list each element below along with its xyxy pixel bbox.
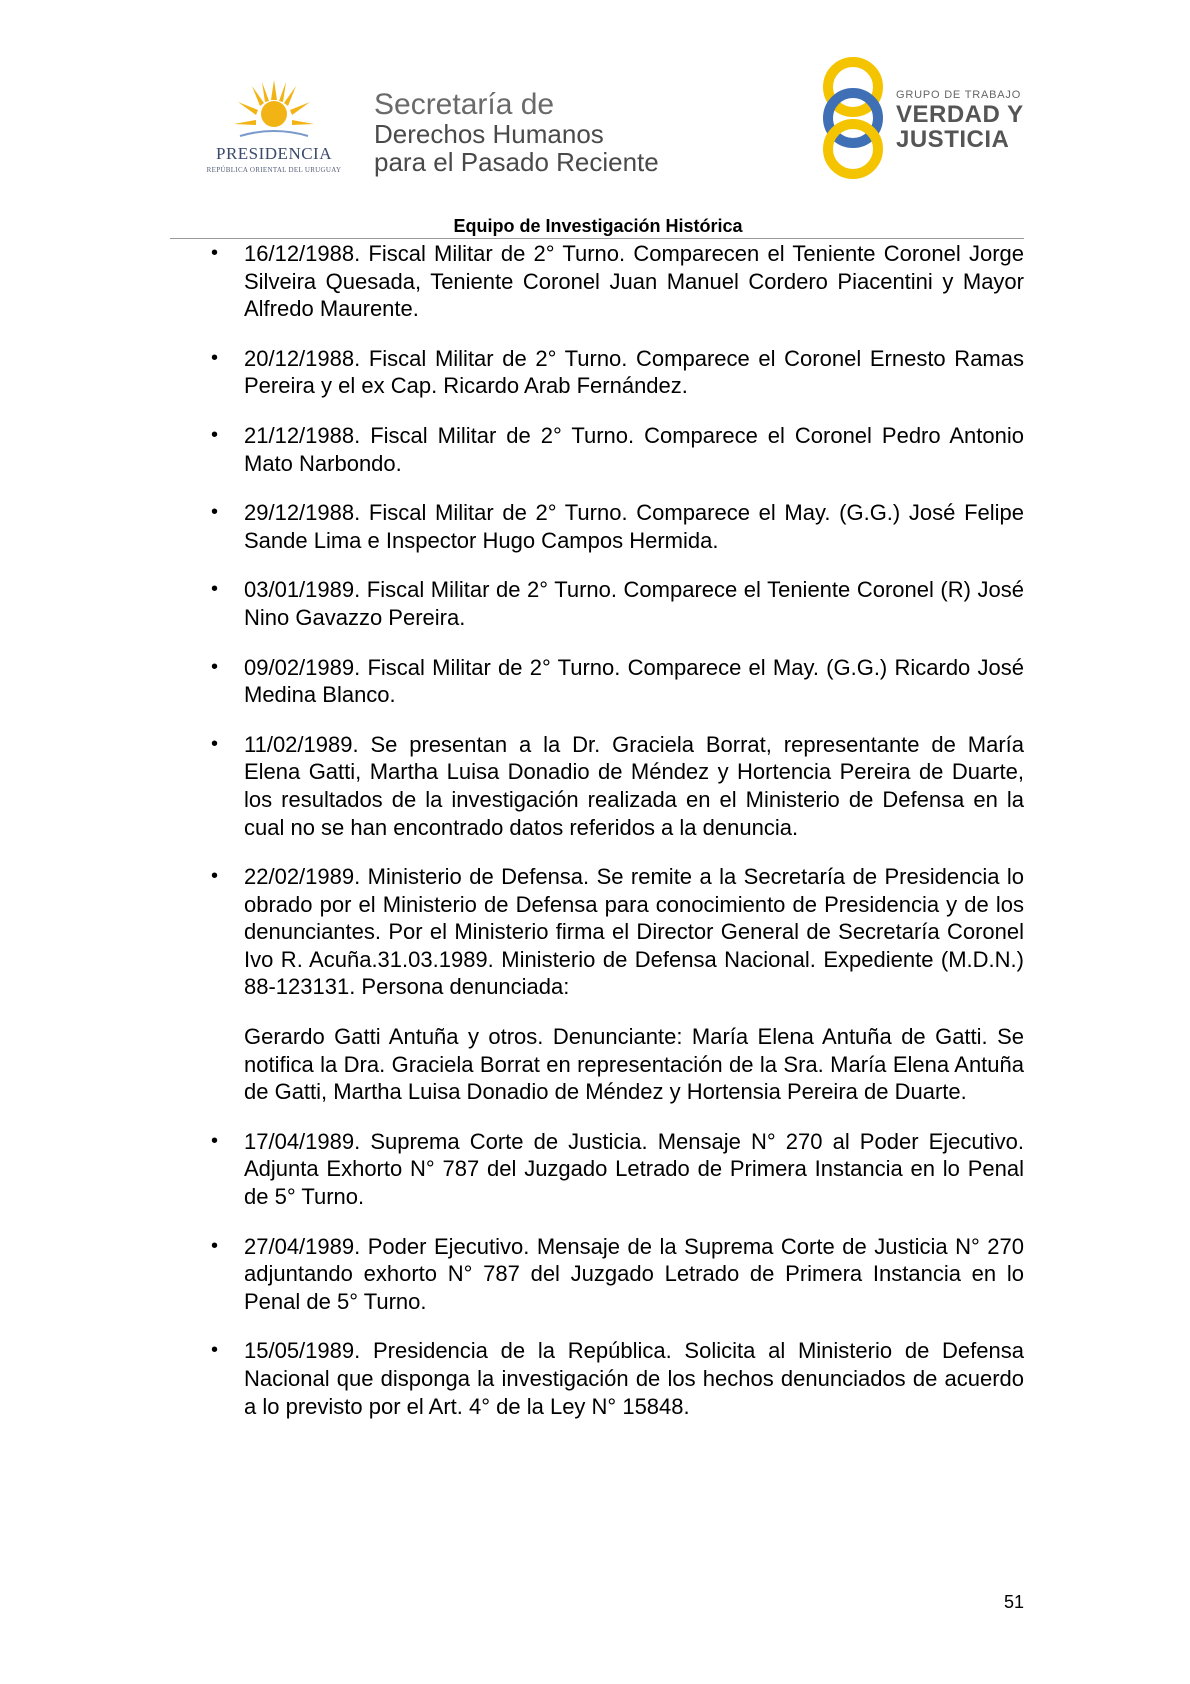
gtvj-line-3: JUSTICIA — [896, 126, 1010, 153]
gtvj-line-2: VERDAD Y — [896, 101, 1024, 128]
secretaria-line-1: Secretaría de — [374, 88, 555, 121]
list-item — [200, 1128, 1024, 1211]
bullet-icon: • — [211, 423, 219, 446]
bullet-icon: • — [211, 655, 219, 678]
bullet-icon: • — [211, 1129, 219, 1152]
list-item — [200, 731, 1024, 841]
interlocked-rings-icon — [818, 56, 888, 180]
list-item — [200, 863, 1024, 1001]
entry-text: 21/12/1988. Fiscal Militar de 2° Turno. Comparece el Coronel Pedro Antonio Mato Narbondo. — [244, 422, 1024, 476]
list-item — [200, 654, 1024, 709]
verdad-justicia-text — [896, 88, 1024, 152]
entry-text: 20/12/1988. Fiscal Militar de 2° Turno. Comparece el Coronel Ernesto Ramas Pereira y el ex Cap. Ricardo Arab Fernández. — [244, 345, 1024, 399]
entry-text: 09/02/1989. Fiscal Militar de 2° Turno. Comparece el May. (G.G.) Ricardo José Medina Blanco. — [244, 654, 1024, 708]
secretaria-title — [374, 90, 704, 176]
entry-text: 27/04/1989. Poder Ejecutivo. Mensaje de la Suprema Corte de Justicia N° 270 adjuntando exhorto N° 787 del Juzgado Letrado de Primera Instancia en lo Penal de 5° Turno. — [244, 1233, 1024, 1314]
presidencia-subtitle: REPÚBLICA ORIENTAL DEL URUGUAY — [206, 166, 342, 174]
list-item — [200, 345, 1024, 400]
entry-text: 29/12/1988. Fiscal Militar de 2° Turno. Comparece el May. (G.G.) José Felipe Sande Lima e Inspector Hugo Campos Hermida. — [244, 500, 1024, 553]
sun-emblem-icon — [234, 80, 314, 140]
bullet-icon: • — [211, 578, 219, 601]
document-body — [200, 240, 1024, 1442]
bullet-icon: • — [211, 865, 219, 888]
entry-text: 22/02/1989. Ministerio de Defensa. Se remite a la Secretaría de Presidencia lo obrado por el Ministerio de Defensa para conocimiento de Presidencia y de los denunciantes. Por el Ministerio firma el Director General de Secretaría Coronel Ivo R. Acuña.31.03.1989. Ministerio de Defensa Nacional. Expediente (M.D.N.) 88-123131. Persona denunciada: — [244, 864, 1024, 1000]
bullet-icon: • — [211, 346, 219, 369]
entry-text: 16/12/1988. Fiscal Militar de 2° Turno. Comparecen el Teniente Coronel Jorge Silveira Quesada, Teniente Coronel Juan Manuel Cordero Piacentini y Mayor Alfredo Maurente. — [244, 241, 1024, 322]
entry-text: 15/05/1989. Presidencia de la República. Solicita al Ministerio de Defensa Nacional que disponga la investigación de los hechos denunciados de acuerdo a lo previsto por el Art. 4° de la Ley N° 15848. — [244, 1338, 1024, 1419]
presidencia-logo — [196, 80, 352, 176]
entry-text: 17/04/1989. Suprema Corte de Justicia. Mensaje N° 270 al Poder Ejecutivo. Adjunta Exhorto N° 787 del Juzgado Letrado de Primera Instancia en lo Penal de 5° Turno. — [244, 1128, 1024, 1210]
entry-continuation — [200, 1023, 1024, 1106]
secretaria-line-2: Derechos Humanos — [374, 119, 604, 149]
header-divider — [170, 238, 1024, 239]
entry-text: 03/01/1989. Fiscal Militar de 2° Turno. Comparece el Teniente Coronel (R) José Nino Gavazzo Pereira. — [244, 577, 1024, 630]
bullet-icon: • — [211, 1339, 219, 1362]
secretaria-line-3: para el Pasado Reciente — [374, 147, 659, 177]
list-item — [200, 499, 1024, 554]
list-item — [200, 1233, 1024, 1316]
list-item — [200, 422, 1024, 477]
list-item — [200, 576, 1024, 631]
entry-text: 11/02/1989. Se presentan a la Dr. Graciela Borrat, representante de María Elena Gatti, Martha Luisa Donadio de Méndez y Hortencia Pereira de Duarte, los resultados de la investigación realizada en el Ministerio de Defensa en la cual no se han encontrado datos referidos a la denuncia. — [244, 731, 1024, 840]
list-item — [200, 1337, 1024, 1420]
bullet-icon: • — [211, 501, 219, 524]
presidencia-name: PRESIDENCIA — [215, 144, 332, 163]
verdad-justicia-logo — [818, 56, 1028, 180]
bullet-icon: • — [211, 242, 219, 264]
continuation-text: Gerardo Gatti Antuña y otros. Denunciante: María Elena Antuña de Gatti. Se notifica la Dra. Graciela Borrat en representación de la Sra. María Elena Antuña de Gatti, Martha Luisa Donadio de Méndez y Hortensia Pereira de Duarte. — [244, 1024, 1024, 1105]
page-number: 51 — [1003, 1592, 1024, 1612]
bullet-icon: • — [211, 732, 219, 755]
list-item — [200, 240, 1024, 323]
unit-title: Equipo de Investigación Histórica — [453, 216, 743, 236]
bullet-icon: • — [211, 1234, 219, 1257]
gtvj-line-1: GRUPO DE TRABAJO — [896, 89, 1022, 101]
